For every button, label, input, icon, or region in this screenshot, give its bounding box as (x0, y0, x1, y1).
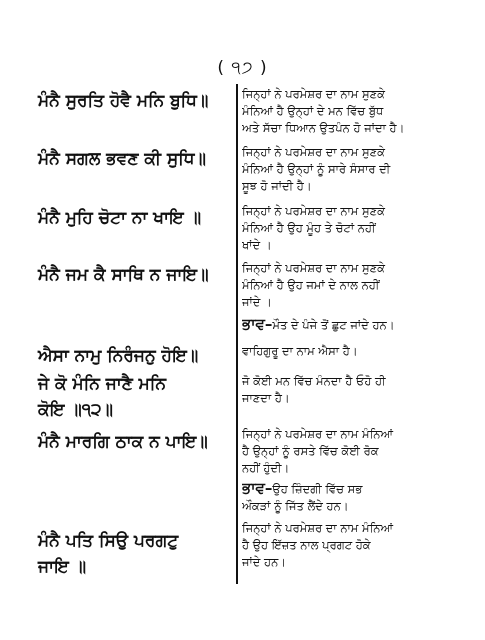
verse-text: ਮੰਨੈ ਸਗਲ ਭਵਣ ਕੀ ਸੁਧਿ॥ (38, 149, 206, 169)
translation-line: ਜਿਨ੍ਹਾਂ ਨੇ ਪਰਮੇਸ਼ਰ ਦਾ ਨਾਮ ਮੰਨਿਆਂ (242, 521, 394, 535)
bhav-title: ਭਾਵ– (242, 480, 273, 497)
translation (242, 426, 474, 477)
translation-line: ਨਹੀਂ ਹੁੰਦੀ। (242, 461, 290, 475)
bhav-text-line: ਔਕੜਾਂ ਨੂੰ ਜਿੱਤ ਲੈਂਦੇ ਹਨ। (242, 499, 349, 513)
verse-line: ਜੇ ਕੋ ਮੰਨਿ ਜਾਣੈ ਮਨਿ (38, 374, 166, 394)
column-divider (236, 84, 238, 584)
translation-line: ਮੰਨਿਆਂ ਹੈ ਉਹ ਮੂੰਹ ਤੇ ਚੋਟਾਂ ਨਹੀਂ (242, 221, 376, 235)
translation-line: ਖਾਂਦੇ । (242, 238, 272, 252)
verse-text: ਐਸਾ ਨਾਮੁ ਨਿਰੰਜਨੁ ਹੋਇ॥ (38, 346, 199, 366)
verse-text: ਮੰਨੈ ਮੁਹਿ ਚੋਟਾ ਨਾ ਖਾਇ ॥ (38, 208, 202, 228)
verse-text: ਮੰਨੈ ਜਮ ਕੈ ਸਾਥਿ ਨ ਜਾਇ॥ (38, 265, 209, 285)
translation-line: ਜਾਂਦੇ ਹਨ। (242, 555, 287, 569)
translation-line: ਜਾਂਦੇ । (242, 295, 272, 309)
translation (242, 144, 474, 195)
bhav-title: ਭਾਵ– (242, 316, 273, 333)
verse-line: ਕੋਇ ॥੧੨॥ (38, 400, 114, 420)
translation-line: ਸੂਝ ਹੋ ਜਾਂਦੀ ਹੈ। (242, 179, 312, 193)
translation-line: ਜੋ ਕੋਈ ਮਨ ਵਿੱਚ ਮੰਨਦਾ ਹੈ ਓਹੋ ਹੀ (242, 374, 386, 388)
bhav-text: ਉਹ ਜ਼ਿੰਦਗੀ ਵਿੱਚ ਸਭ (272, 482, 363, 496)
verse-text (38, 371, 234, 423)
translation-line: ਮੰਨਿਆਂ ਹੈ ਉਹ ਜਮਾਂ ਦੇ ਨਾਲ ਨਹੀਂ (242, 278, 380, 292)
translation-line: ਜਿਨ੍ਹਾਂ ਨੇ ਪਰਮੇਸ਼ਰ ਦਾ ਨਾਮ ਸੁਣਕੇ (242, 204, 386, 218)
translation (242, 203, 474, 254)
translation-line: ਵਾਹਿਗੁਰੂ ਦਾ ਨਾਮ ਐਸਾ ਹੈ। (242, 344, 358, 358)
verse-line: ਜਾਇ ॥ (38, 557, 87, 577)
translation-line: ਜਿਨ੍ਹਾਂ ਨੇ ਪਰਮੇਸ਼ਰ ਦਾ ਨਾਮ ਮੰਨਿਆਂ (242, 427, 394, 441)
bhav-text: ਮੌਤ ਦੇ ਪੰਜੇ ਤੋਂ ਛੁਟ ਜਾਂਦੇ ਹਨ। (272, 318, 395, 332)
translation-line: ਮੰਨਿਆਂ ਹੈ ਉਨ੍ਹਾਂ ਦੇ ਮਨ ਵਿੱਚ ਬੁੱਧ (242, 104, 384, 118)
translation-line: ਹੈ ਉਨ੍ਹਾਂ ਨੂੰ ਰਸਤੇ ਵਿੱਚ ਕੋਈ ਰੋਕ (242, 444, 379, 458)
verse-text: ਮੰਨੈ ਸੁਰਤਿ ਹੋਵੈ ਮਨਿ ਬੁਧਿ॥ (38, 91, 209, 111)
translation (242, 373, 474, 407)
translation-line: ਜਾਣਦਾ ਹੈ। (242, 391, 290, 405)
bhav-note (242, 480, 474, 515)
verse-text (38, 528, 234, 580)
translation-line: ਅਤੇ ਸੱਚਾ ਧਿਆਨ ਉਤਪੰਨ ਹੋ ਜਾਂਦਾ ਹੈ। (242, 121, 405, 135)
translation-line: ਜਿਨ੍ਹਾਂ ਨੇ ਪਰਮੇਸ਼ਰ ਦਾ ਨਾਮ ਸੁਣਕੇ (242, 87, 386, 101)
translation (242, 520, 474, 571)
translation-line: ਹੈ ਉਹ ਇੱਜ਼ਤ ਨਾਲ ਪ੍ਰਗਟ ਹੋਕੇ (242, 538, 371, 552)
translation (242, 260, 474, 311)
translation (242, 86, 474, 137)
translation-line: ਮੰਨਿਆਂ ਹੈ ਉਨ੍ਹਾਂ ਨੂੰ ਸਾਰੇ ਸੰਸਾਰ ਦੀ (242, 162, 391, 176)
translation-line: ਜਿਨ੍ਹਾਂ ਨੇ ਪਰਮੇਸ਼ਰ ਦਾ ਨਾਮ ਸੁਣਕੇ (242, 261, 386, 275)
translation-line: ਜਿਨ੍ਹਾਂ ਨੇ ਪਰਮੇਸ਼ਰ ਦਾ ਨਾਮ ਸੁਣਕੇ (242, 145, 386, 159)
verse-text: ਮੰਨੈ ਮਾਰਗਿ ਠਾਕ ਨ ਪਾਇ॥ (38, 432, 208, 452)
verse-line: ਮੰਨੈ ਪਤਿ ਸਿਉ ਪਰਗਟੁ (38, 531, 179, 551)
bhav-note (242, 316, 474, 334)
translation (242, 343, 474, 360)
page-number: ( ੧੭ ) (217, 58, 268, 78)
